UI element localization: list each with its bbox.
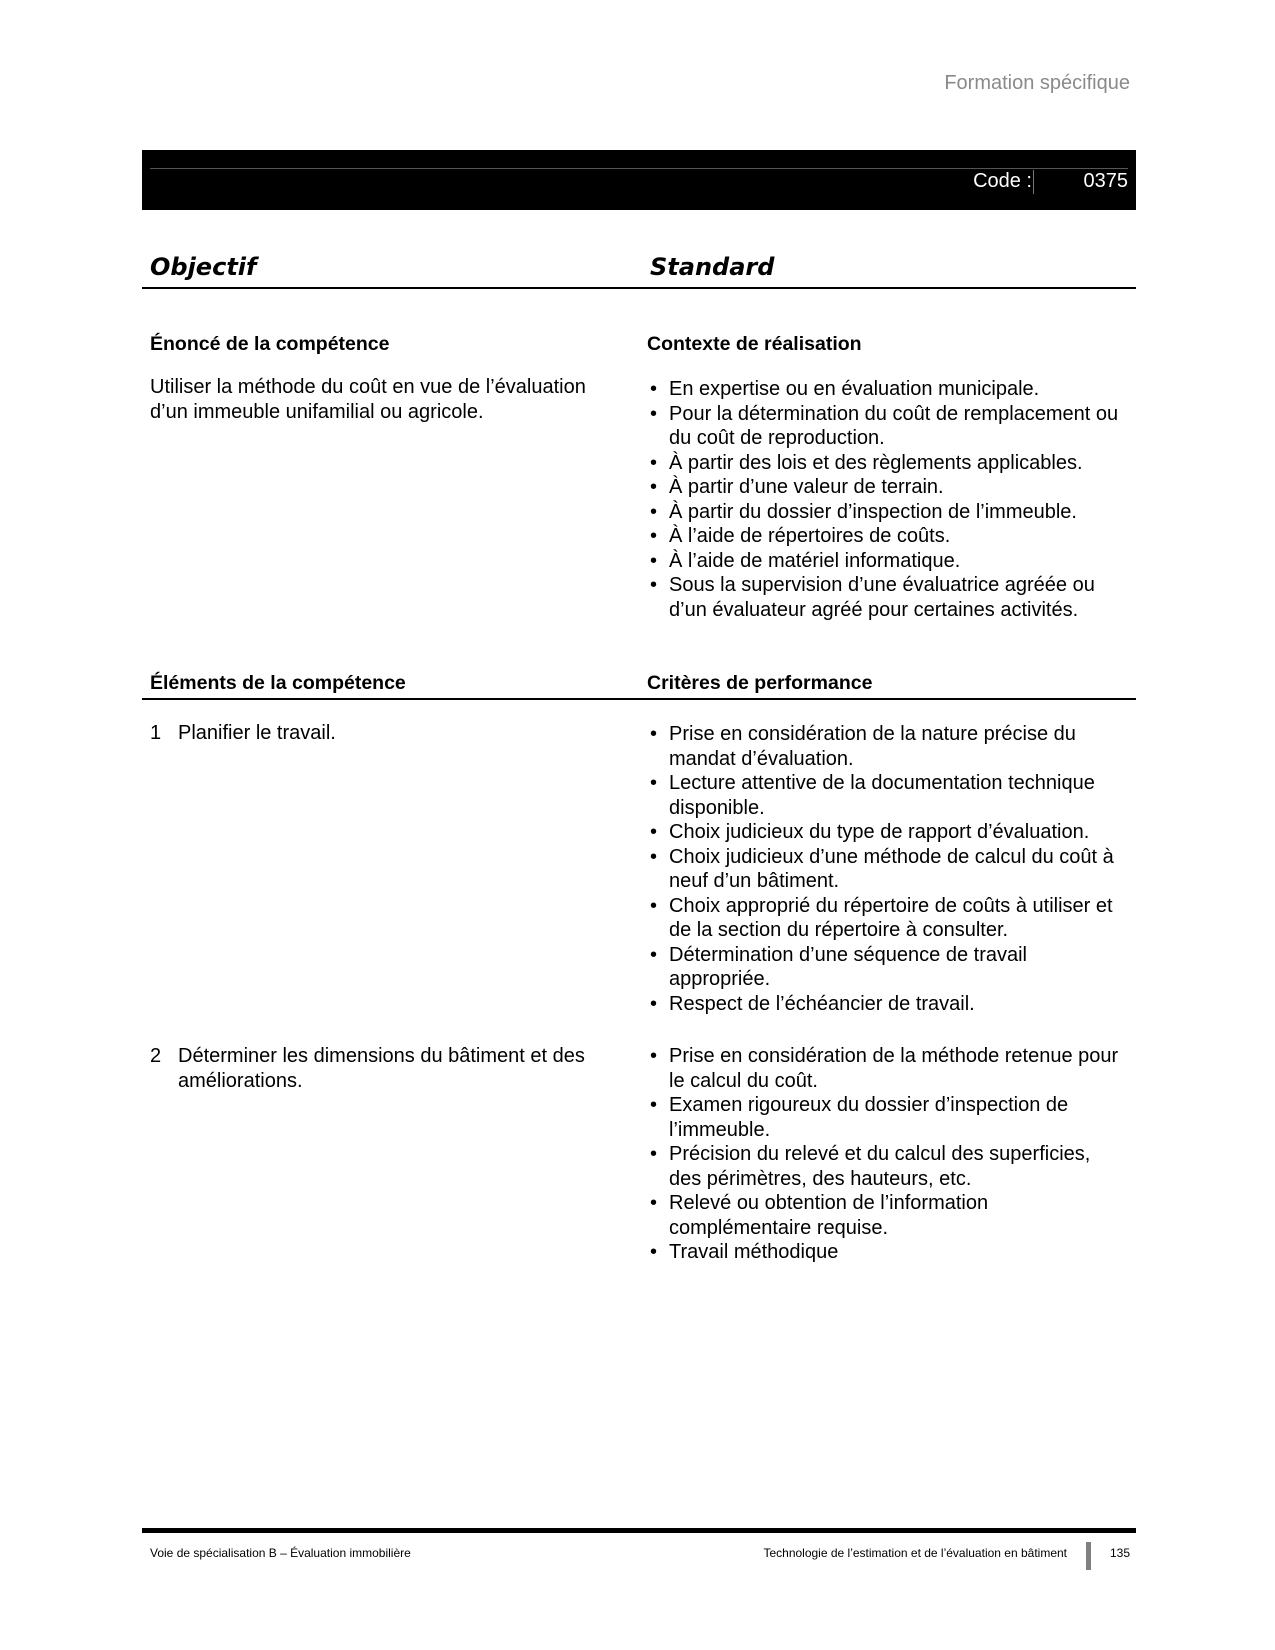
- code-separator: [1033, 170, 1034, 194]
- footer-separator: [1086, 1542, 1091, 1570]
- section-label: Formation spécifique: [944, 72, 1130, 94]
- competence-text: Utiliser la méthode du coût en vue de l’évaluation d’un immeuble unifamilial ou agricole.: [150, 376, 586, 423]
- footer-left: Voie de spécialisation B – Évaluation immobilière: [150, 1546, 411, 1560]
- element-number: 2: [150, 1045, 162, 1067]
- list-item: • Relevé ou obtention de l’information complémentaire requise.: [647, 1191, 1127, 1240]
- list-item: • Précision du relevé et du calcul des superficies, des périmètres, des hauteurs, etc.: [647, 1142, 1127, 1191]
- list-item: • À partir d’une valeur de terrain.: [647, 475, 1127, 500]
- criteria-heading: Critères de performance: [647, 672, 873, 694]
- list-item: • À l’aide de matériel informatique.: [647, 549, 1127, 574]
- list-item: • Sous la supervision d’une évaluatrice agréée ou d’un évaluateur agréé pour certaines activités.: [647, 573, 1127, 622]
- element-text: Planifier le travail.: [178, 722, 336, 744]
- list-item: • À l’aide de répertoires de coûts.: [647, 524, 1127, 549]
- list-item: • Détermination d’une séquence de travail appropriée.: [647, 943, 1127, 992]
- context-heading: Contexte de réalisation: [647, 333, 862, 355]
- list-item: • Choix approprié du répertoire de coûts à utiliser et de la section du répertoire à consulter.: [647, 894, 1127, 943]
- criteria-list-2: [647, 1044, 1127, 1265]
- criteria-list-1: [647, 722, 1127, 1016]
- title-rule: [142, 287, 1136, 289]
- list-item: • Choix judicieux d’une méthode de calcul du coût à neuf d’un bâtiment.: [647, 845, 1127, 894]
- list-item: • Travail méthodique: [647, 1240, 1127, 1265]
- standard-title: Standard: [650, 253, 775, 281]
- list-item: • En expertise ou en évaluation municipale.: [647, 377, 1127, 402]
- element-1: [150, 721, 608, 746]
- elements-heading: Éléments de la compétence: [150, 672, 406, 694]
- element-text: Déterminer les dimensions du bâtiment et des améliorations.: [178, 1045, 585, 1092]
- elements-rule: [142, 698, 1136, 700]
- code-bar: [142, 150, 1136, 210]
- page-number: 135: [1109, 1546, 1130, 1560]
- list-item: • Prise en considération de la méthode retenue pour le calcul du coût.: [647, 1044, 1127, 1093]
- code-label: Code :: [973, 170, 1032, 192]
- objectif-title: Objectif: [150, 253, 257, 281]
- footer-rule: [142, 1528, 1136, 1533]
- footer-right: Technologie de l’estimation et de l’évaluation en bâtiment: [763, 1546, 1067, 1560]
- list-item: • Choix judicieux du type de rapport d’évaluation.: [647, 820, 1127, 845]
- element-number: 1: [150, 722, 162, 744]
- code-value: 0375: [1083, 170, 1128, 192]
- element-2: [150, 1044, 608, 1093]
- list-item: • Prise en considération de la nature précise du mandat d’évaluation.: [647, 722, 1127, 771]
- context-list: [647, 377, 1127, 622]
- list-item: • Respect de l’échéancier de travail.: [647, 992, 1127, 1017]
- list-item: • À partir du dossier d’inspection de l’immeuble.: [647, 500, 1127, 525]
- list-item: • Lecture attentive de la documentation technique disponible.: [647, 771, 1127, 820]
- competence-heading: Énoncé de la compétence: [150, 333, 390, 355]
- list-item: • À partir des lois et des règlements applicables.: [647, 451, 1127, 476]
- list-item: • Examen rigoureux du dossier d’inspection de l’immeuble.: [647, 1093, 1127, 1142]
- code-bar-divider: [150, 168, 1128, 169]
- list-item: • Pour la détermination du coût de remplacement ou du coût de reproduction.: [647, 402, 1127, 451]
